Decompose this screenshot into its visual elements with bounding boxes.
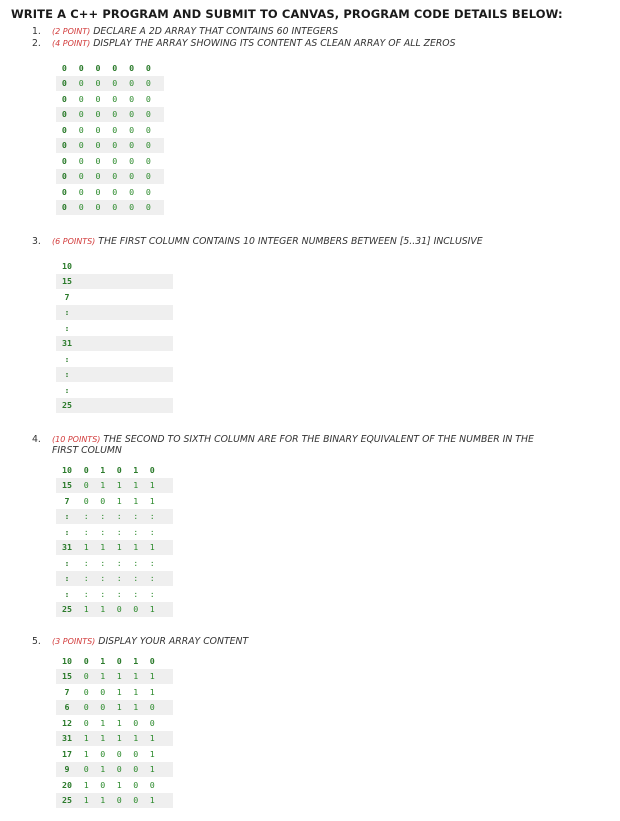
table-cell: 0 bbox=[149, 717, 155, 728]
table-cell: : bbox=[149, 588, 155, 599]
table-cell: : bbox=[149, 557, 155, 568]
table-cell: 1 bbox=[83, 779, 89, 790]
table-cell: 1 bbox=[116, 495, 122, 506]
table-cell: 0 bbox=[95, 93, 101, 104]
table-row bbox=[56, 571, 173, 587]
table-row bbox=[56, 478, 173, 494]
table-cell: 0 bbox=[116, 795, 122, 806]
table-cell: 0 bbox=[129, 155, 135, 166]
table-cell: 0 bbox=[61, 124, 67, 135]
item-number: 5. bbox=[32, 636, 41, 647]
table-cell: 0 bbox=[78, 124, 84, 135]
table-cell: 25 bbox=[62, 795, 72, 806]
table-cell: 0 bbox=[83, 686, 89, 697]
table-row bbox=[56, 336, 173, 352]
table-cell: 1 bbox=[149, 542, 155, 553]
table-cell: 0 bbox=[100, 686, 106, 697]
table-cell: 0 bbox=[129, 171, 135, 182]
table-cell: 0 bbox=[112, 109, 118, 120]
instruction-text: DECLARE A 2D ARRAY THAT CONTAINS 60 INTEGERS bbox=[93, 26, 339, 37]
table-cell: 25 bbox=[62, 400, 72, 411]
table-row bbox=[56, 289, 173, 305]
table-row bbox=[56, 138, 164, 154]
table-row bbox=[56, 653, 173, 669]
table-cell: 1 bbox=[100, 795, 106, 806]
table-cell: 0 bbox=[61, 93, 67, 104]
table-cell: 1 bbox=[133, 733, 139, 744]
table-cell: 0 bbox=[61, 171, 67, 182]
item-number: 3. bbox=[32, 236, 41, 247]
table-row bbox=[56, 60, 164, 76]
table-cell: : bbox=[100, 573, 106, 584]
table-cell: 1 bbox=[100, 604, 106, 615]
table-row bbox=[56, 184, 164, 200]
table-cell: 0 bbox=[145, 186, 151, 197]
table-cell: 1 bbox=[116, 779, 122, 790]
table-cell: 0 bbox=[129, 78, 135, 89]
table-cell: 0 bbox=[83, 671, 89, 682]
table-cell: : bbox=[83, 526, 89, 537]
table-cell: 9 bbox=[64, 764, 70, 775]
table-cell: 1 bbox=[133, 702, 139, 713]
table-cell: 0 bbox=[116, 464, 122, 475]
table-cell: 1 bbox=[149, 795, 155, 806]
instruction-text: DISPLAY THE ARRAY SHOWING ITS CONTENT AS CLEAN ARRAY OF ALL ZEROS bbox=[93, 38, 456, 49]
table-cell: 0 bbox=[149, 779, 155, 790]
table-cell: 0 bbox=[78, 93, 84, 104]
table-row bbox=[56, 200, 164, 216]
table-cell: 0 bbox=[83, 764, 89, 775]
table-row bbox=[56, 153, 164, 169]
table-cell: 0 bbox=[61, 140, 67, 151]
table-cell: : bbox=[64, 322, 70, 333]
table-cell: 0 bbox=[112, 78, 118, 89]
table-cell: 0 bbox=[145, 140, 151, 151]
table-cell: : bbox=[149, 526, 155, 537]
table-cell: : bbox=[64, 369, 70, 380]
points-label: (3 POINTS) bbox=[52, 637, 96, 646]
table-cell: 1 bbox=[133, 464, 139, 475]
table-cell: 0 bbox=[95, 171, 101, 182]
table-row bbox=[56, 274, 173, 290]
table-cell: 1 bbox=[83, 748, 89, 759]
table-cell: : bbox=[64, 384, 70, 395]
table-cell: 7 bbox=[64, 686, 70, 697]
table-cell: : bbox=[100, 557, 106, 568]
table-cell: : bbox=[100, 511, 106, 522]
table-row bbox=[56, 524, 173, 540]
table-cell: 1 bbox=[149, 733, 155, 744]
table-cell: 0 bbox=[129, 93, 135, 104]
table-cell: 15 bbox=[62, 671, 72, 682]
table-cell: : bbox=[83, 588, 89, 599]
table-cell: 1 bbox=[149, 495, 155, 506]
table-row bbox=[56, 493, 173, 509]
table-cell: 31 bbox=[62, 338, 72, 349]
table-cell: : bbox=[116, 526, 122, 537]
table-cell: 0 bbox=[78, 140, 84, 151]
binary-array-table bbox=[56, 462, 173, 617]
table-cell: 0 bbox=[116, 604, 122, 615]
table-cell: 12 bbox=[62, 717, 72, 728]
table-cell: : bbox=[64, 353, 70, 364]
table-cell: 0 bbox=[145, 93, 151, 104]
table-cell: : bbox=[116, 573, 122, 584]
item-number: 1. bbox=[32, 26, 41, 37]
table-cell: 0 bbox=[145, 202, 151, 213]
table-cell: 0 bbox=[83, 464, 89, 475]
table-cell: 1 bbox=[100, 655, 106, 666]
table-cell: 0 bbox=[116, 764, 122, 775]
table-cell: 0 bbox=[95, 202, 101, 213]
table-cell: 0 bbox=[133, 748, 139, 759]
table-cell: : bbox=[64, 307, 70, 318]
table-cell: 0 bbox=[133, 717, 139, 728]
table-cell: 0 bbox=[112, 124, 118, 135]
table-cell: 0 bbox=[129, 202, 135, 213]
table-cell: 1 bbox=[133, 495, 139, 506]
table-cell: 1 bbox=[149, 480, 155, 491]
table-row bbox=[56, 715, 173, 731]
table-cell: 25 bbox=[62, 604, 72, 615]
table-cell: 20 bbox=[62, 779, 72, 790]
table-cell: 0 bbox=[95, 62, 101, 73]
table-cell: 1 bbox=[100, 764, 106, 775]
table-cell: 0 bbox=[149, 655, 155, 666]
points-label: (4 POINT) bbox=[52, 39, 91, 48]
table-cell: 0 bbox=[112, 62, 118, 73]
table-row bbox=[56, 462, 173, 478]
table-cell: 0 bbox=[133, 764, 139, 775]
table-cell: : bbox=[100, 588, 106, 599]
table-cell: 0 bbox=[145, 124, 151, 135]
table-cell: 1 bbox=[149, 671, 155, 682]
table-cell: 1 bbox=[100, 464, 106, 475]
table-cell: 0 bbox=[100, 495, 106, 506]
table-cell: 10 bbox=[62, 655, 72, 666]
table-cell: 0 bbox=[61, 109, 67, 120]
table-cell: 0 bbox=[100, 702, 106, 713]
table-row bbox=[56, 122, 164, 138]
table-cell: 1 bbox=[116, 480, 122, 491]
item-number: 2. bbox=[32, 38, 41, 49]
table-cell: 0 bbox=[129, 62, 135, 73]
instruction-text-continued: FIRST COLUMN bbox=[52, 445, 122, 456]
table-cell: 0 bbox=[100, 748, 106, 759]
table-row bbox=[56, 540, 173, 556]
table-cell: 0 bbox=[78, 62, 84, 73]
table-cell: 6 bbox=[64, 702, 70, 713]
table-cell: : bbox=[64, 526, 70, 537]
table-cell: 0 bbox=[61, 186, 67, 197]
table-cell: 0 bbox=[116, 748, 122, 759]
table-cell: 0 bbox=[78, 202, 84, 213]
table-cell: 0 bbox=[95, 186, 101, 197]
table-cell: : bbox=[100, 526, 106, 537]
table-row bbox=[56, 509, 173, 525]
table-cell: 0 bbox=[83, 480, 89, 491]
table-cell: 1 bbox=[116, 702, 122, 713]
table-row bbox=[56, 586, 173, 602]
table-cell: : bbox=[133, 573, 139, 584]
table-row bbox=[56, 169, 164, 185]
table-cell: 0 bbox=[145, 155, 151, 166]
table-cell: 10 bbox=[62, 464, 72, 475]
table-cell: 1 bbox=[116, 717, 122, 728]
table-cell: 0 bbox=[112, 155, 118, 166]
table-row bbox=[56, 258, 173, 274]
table-cell: 1 bbox=[100, 542, 106, 553]
table-row bbox=[56, 684, 173, 700]
instruction-text: DISPLAY YOUR ARRAY CONTENT bbox=[98, 636, 249, 647]
table-row bbox=[56, 76, 164, 92]
table-cell: 0 bbox=[149, 464, 155, 475]
table-cell: : bbox=[64, 573, 70, 584]
table-cell: 0 bbox=[145, 78, 151, 89]
table-row bbox=[56, 305, 173, 321]
table-cell: : bbox=[83, 557, 89, 568]
points-label: (2 POINT) bbox=[52, 27, 91, 36]
table-cell: 1 bbox=[116, 686, 122, 697]
table-cell: 0 bbox=[129, 109, 135, 120]
table-cell: 0 bbox=[78, 155, 84, 166]
table-cell: 0 bbox=[149, 702, 155, 713]
table-row bbox=[56, 669, 173, 685]
first-column-table bbox=[56, 258, 173, 413]
table-row bbox=[56, 320, 173, 336]
table-cell: 10 bbox=[62, 260, 72, 271]
table-cell: 0 bbox=[129, 186, 135, 197]
table-cell: 1 bbox=[100, 480, 106, 491]
table-cell: 0 bbox=[78, 186, 84, 197]
table-cell: 0 bbox=[145, 62, 151, 73]
table-cell: 0 bbox=[78, 78, 84, 89]
table-cell: 31 bbox=[62, 733, 72, 744]
table-cell: : bbox=[116, 557, 122, 568]
table-row bbox=[56, 731, 173, 747]
table-row bbox=[56, 367, 173, 383]
instruction-4 bbox=[32, 434, 534, 456]
table-cell: 0 bbox=[83, 717, 89, 728]
table-cell: 0 bbox=[61, 155, 67, 166]
table-cell: 0 bbox=[83, 495, 89, 506]
table-row bbox=[56, 351, 173, 367]
table-cell: 1 bbox=[83, 795, 89, 806]
table-cell: 0 bbox=[133, 779, 139, 790]
table-row bbox=[56, 793, 173, 809]
table-cell: 0 bbox=[61, 202, 67, 213]
table-row bbox=[56, 602, 173, 618]
table-cell: : bbox=[133, 511, 139, 522]
table-cell: 1 bbox=[133, 671, 139, 682]
table-cell: 0 bbox=[83, 702, 89, 713]
table-cell: : bbox=[83, 573, 89, 584]
table-cell: 7 bbox=[64, 291, 70, 302]
table-cell: : bbox=[64, 588, 70, 599]
table-cell: : bbox=[83, 511, 89, 522]
table-cell: : bbox=[133, 526, 139, 537]
table-cell: 1 bbox=[116, 542, 122, 553]
table-cell: 0 bbox=[61, 62, 67, 73]
table-cell: 1 bbox=[133, 655, 139, 666]
table-cell: : bbox=[116, 511, 122, 522]
table-cell: 0 bbox=[145, 109, 151, 120]
table-cell: 0 bbox=[112, 186, 118, 197]
instruction-1 bbox=[32, 26, 338, 37]
table-cell: 1 bbox=[149, 604, 155, 615]
table-cell: 0 bbox=[61, 78, 67, 89]
table-cell: 31 bbox=[62, 542, 72, 553]
points-label: (6 POINTS) bbox=[52, 237, 96, 246]
table-cell: 15 bbox=[62, 480, 72, 491]
table-cell: 1 bbox=[83, 542, 89, 553]
zeros-array-table bbox=[56, 60, 164, 215]
table-cell: 0 bbox=[145, 171, 151, 182]
table-cell: 15 bbox=[62, 276, 72, 287]
table-cell: 0 bbox=[133, 604, 139, 615]
table-row bbox=[56, 746, 173, 762]
table-cell: 0 bbox=[95, 78, 101, 89]
table-cell: : bbox=[133, 557, 139, 568]
table-cell: 0 bbox=[116, 655, 122, 666]
table-cell: 1 bbox=[133, 480, 139, 491]
table-row bbox=[56, 777, 173, 793]
table-cell: 1 bbox=[83, 733, 89, 744]
table-cell: 0 bbox=[83, 655, 89, 666]
table-cell: 1 bbox=[116, 671, 122, 682]
table-cell: 1 bbox=[133, 686, 139, 697]
table-row bbox=[56, 382, 173, 398]
item-number: 4. bbox=[32, 434, 41, 445]
table-cell: 0 bbox=[129, 140, 135, 151]
table-cell: 0 bbox=[95, 155, 101, 166]
table-row bbox=[56, 700, 173, 716]
table-cell: 1 bbox=[100, 671, 106, 682]
table-cell: 0 bbox=[112, 171, 118, 182]
table-row bbox=[56, 91, 164, 107]
table-cell: 0 bbox=[112, 140, 118, 151]
table-row bbox=[56, 398, 173, 414]
table-cell: : bbox=[149, 573, 155, 584]
table-cell: 0 bbox=[95, 124, 101, 135]
table-cell: 0 bbox=[133, 795, 139, 806]
points-label: (10 POINTS) bbox=[52, 435, 101, 444]
table-cell: 0 bbox=[78, 171, 84, 182]
table-cell: : bbox=[116, 588, 122, 599]
table-cell: 1 bbox=[83, 604, 89, 615]
table-cell: 17 bbox=[62, 748, 72, 759]
table-cell: 0 bbox=[129, 124, 135, 135]
table-cell: 1 bbox=[116, 733, 122, 744]
table-cell: 0 bbox=[112, 202, 118, 213]
table-row bbox=[56, 555, 173, 571]
instruction-5 bbox=[32, 636, 248, 647]
table-cell: 1 bbox=[149, 748, 155, 759]
table-cell: : bbox=[64, 511, 70, 522]
table-cell: 1 bbox=[100, 717, 106, 728]
page-title: WRITE A C++ PROGRAM AND SUBMIT TO CANVAS, PROGRAM CODE DETAILS BELOW: bbox=[11, 7, 563, 21]
table-row bbox=[56, 107, 164, 123]
instruction-2 bbox=[32, 38, 456, 49]
instruction-text: THE SECOND TO SIXTH COLUMN ARE FOR THE BINARY EQUIVALENT OF THE NUMBER IN THE bbox=[103, 434, 534, 445]
table-cell: : bbox=[64, 557, 70, 568]
table-cell: 1 bbox=[100, 733, 106, 744]
instruction-text: THE FIRST COLUMN CONTAINS 10 INTEGER NUMBERS BETWEEN [5..31] INCLUSIVE bbox=[98, 236, 483, 247]
table-cell: 1 bbox=[133, 542, 139, 553]
table-cell: 0 bbox=[95, 140, 101, 151]
table-cell: 0 bbox=[78, 109, 84, 120]
final-array-table bbox=[56, 653, 173, 808]
table-cell: : bbox=[133, 588, 139, 599]
table-cell: 7 bbox=[64, 495, 70, 506]
instruction-3 bbox=[32, 236, 483, 247]
table-cell: 0 bbox=[100, 779, 106, 790]
table-row bbox=[56, 762, 173, 778]
table-cell: 1 bbox=[149, 764, 155, 775]
table-cell: 1 bbox=[149, 686, 155, 697]
table-cell: 0 bbox=[95, 109, 101, 120]
table-cell: : bbox=[149, 511, 155, 522]
table-cell: 0 bbox=[112, 93, 118, 104]
